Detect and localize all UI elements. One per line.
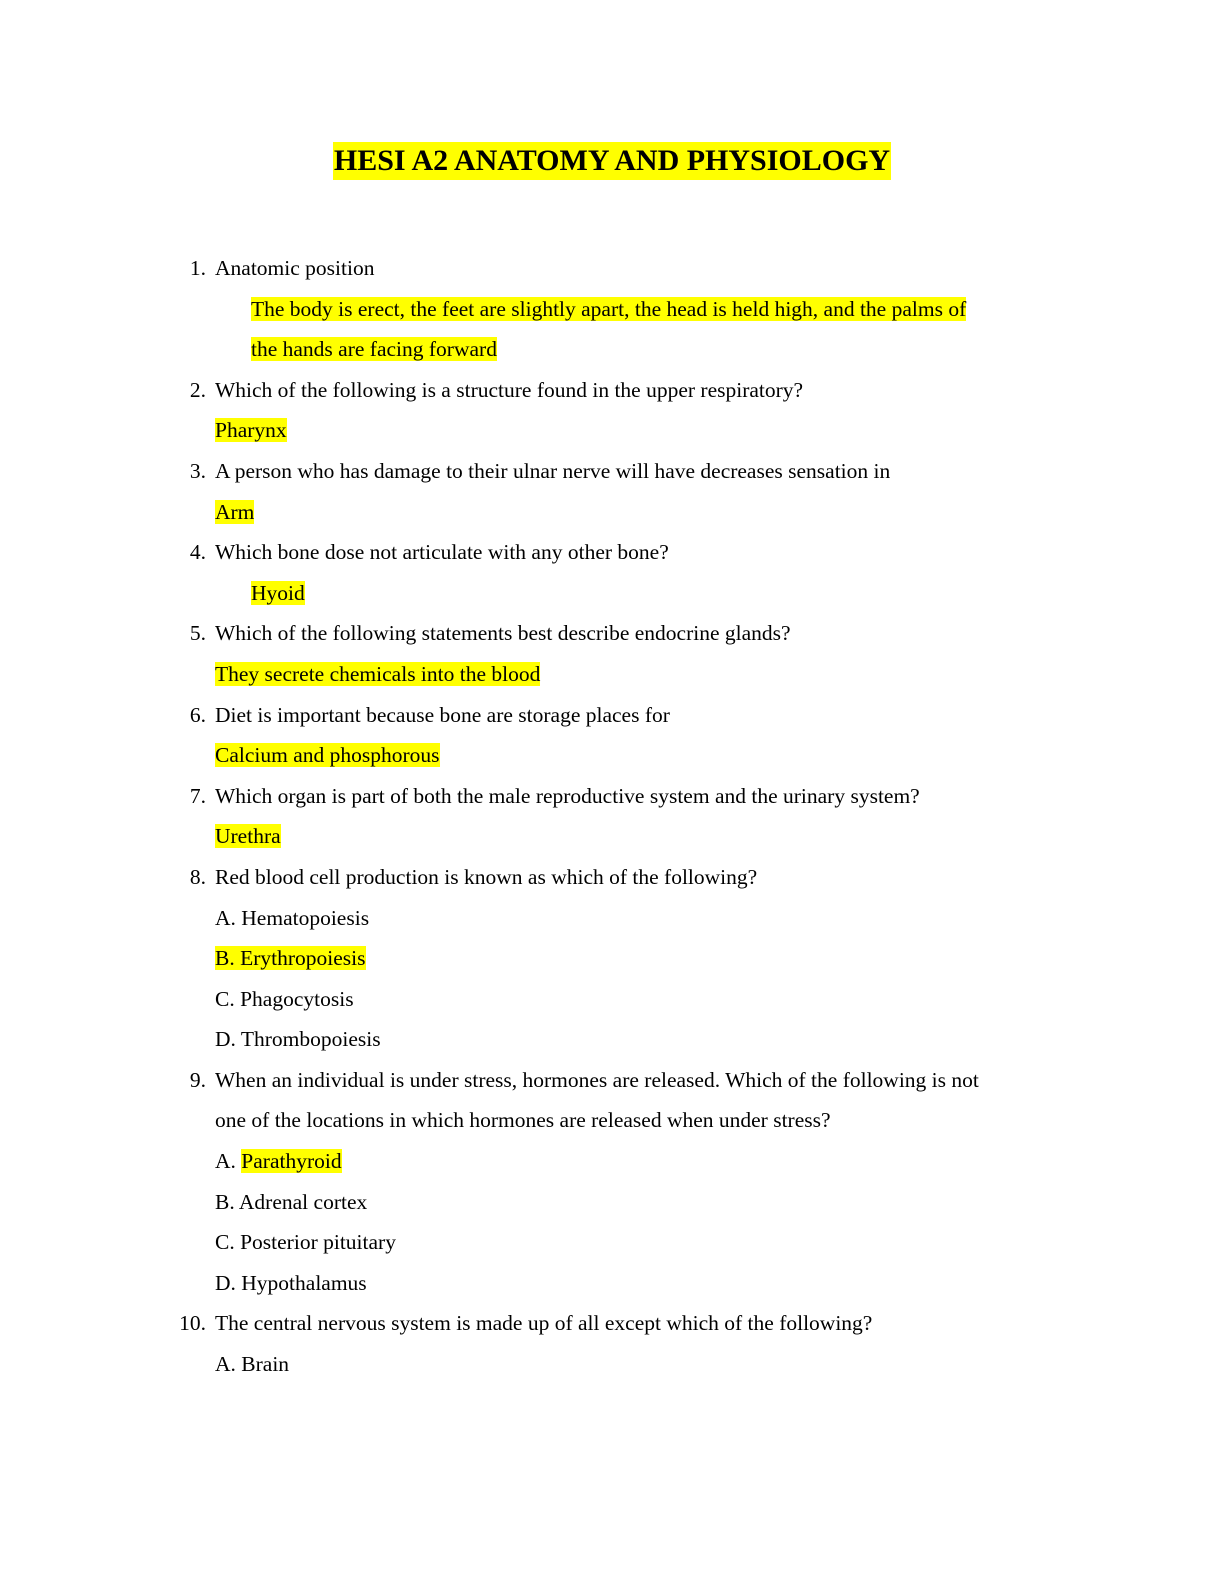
question-number-4: 4.: [189, 540, 206, 565]
question-text-2: Which of the following is a structure found in the upper respiratory?: [215, 377, 804, 402]
option-9-c: [215, 1222, 1076, 1263]
option-9-d-text: D. Hypothalamus: [215, 1270, 367, 1295]
question-list: [176, 248, 1076, 1385]
answer-text-3: Arm: [215, 499, 255, 524]
question-item-4: [176, 532, 1076, 613]
option-9-a: [215, 1141, 1076, 1182]
answer-line-4: [251, 573, 1076, 614]
option-8-b-text: B. Erythropoiesis: [215, 946, 366, 971]
question-number-2: 2.: [189, 377, 206, 402]
question-text-7: Which organ is part of both the male reproductive system and the urinary system?: [215, 783, 920, 808]
question-text-1: Anatomic position: [215, 256, 375, 280]
question-number-1: 1.: [189, 256, 206, 280]
question-number-9: 9.: [189, 1067, 206, 1092]
question-item-5: [176, 613, 1076, 694]
answer-text-7: Urethra: [215, 824, 281, 849]
question-item-6: [176, 695, 1076, 776]
answer-line-2: [215, 410, 1076, 451]
question-text-9a: When an individual is under stress, hormones are released. Which of the following is not: [215, 1067, 979, 1092]
question-item-3: [176, 451, 1076, 532]
option-8-c-text: C. Phagocytosis: [215, 986, 354, 1011]
question-text-5: Which of the following statements best describe endocrine glands?: [215, 621, 791, 646]
question-text-4: Which bone dose not articulate with any other bone?: [215, 540, 669, 565]
question-text-9b: one of the locations in which hormones are released when under stress?: [215, 1108, 831, 1133]
question-number-6: 6.: [189, 702, 206, 727]
question-text-8: Red blood cell production is known as which of the following?: [215, 864, 758, 889]
option-8-b: [215, 938, 1076, 979]
option-8-a-text: A. Hematopoiesis: [215, 905, 370, 930]
option-10-a-text: A. Brain: [215, 1352, 290, 1377]
page-title: [0, 144, 1224, 179]
question-number-10: 10.: [179, 1311, 206, 1336]
option-8-c: [215, 979, 1076, 1020]
answer-text-4: Hyoid: [251, 580, 305, 605]
option-9-d: [215, 1263, 1076, 1304]
page-title-text: HESI A2 ANATOMY AND PHYSIOLOGY: [333, 142, 891, 180]
answer-text-5: They secrete chemicals into the blood: [215, 661, 541, 686]
option-9-a-text: Parathyroid: [241, 1149, 342, 1174]
option-8-a: [215, 898, 1076, 939]
question-item-2: [176, 370, 1076, 451]
question-number-5: 5.: [189, 621, 206, 646]
option-10-a: [215, 1344, 1076, 1385]
question-item-8: [176, 857, 1076, 1060]
question-text-10: The central nervous system is made up of all except which of the following?: [215, 1311, 873, 1336]
question-text-3: A person who has damage to their ulnar nerve will have decreases sensation in: [215, 458, 891, 483]
question-text-6: Diet is important because bone are storage places for: [215, 702, 670, 727]
answer-text-1a: The body is erect, the feet are slightly apart, the head is held high, and the palms of: [251, 296, 967, 321]
option-9-b-text: B. Adrenal cortex: [215, 1189, 368, 1214]
answer-line-7: [215, 816, 1076, 857]
answer-line-1b: [251, 329, 1076, 370]
answer-text-6: Calcium and phosphorous: [215, 743, 440, 768]
answer-line-3: [215, 492, 1076, 533]
question-item-1: [176, 248, 1076, 370]
question-item-9: [176, 1060, 1076, 1304]
option-9-b: [215, 1182, 1076, 1223]
option-8-d-text: D. Thrombopoiesis: [215, 1027, 381, 1052]
option-8-d: [215, 1019, 1076, 1060]
question-item-10: [176, 1303, 1076, 1384]
answer-text-2: Pharynx: [215, 418, 287, 443]
question-number-8: 8.: [189, 864, 206, 889]
answer-text-1b: the hands are facing forward: [251, 337, 497, 362]
answer-line-1a: [251, 289, 1076, 330]
question-number-3: 3.: [189, 458, 206, 483]
question-item-7: [176, 776, 1076, 857]
option-9-c-text: C. Posterior pituitary: [215, 1230, 396, 1255]
option-9-a-prefix: A.: [215, 1149, 242, 1174]
answer-line-5: [215, 654, 1076, 695]
question-number-7: 7.: [189, 783, 206, 808]
answer-line-6: [215, 735, 1076, 776]
